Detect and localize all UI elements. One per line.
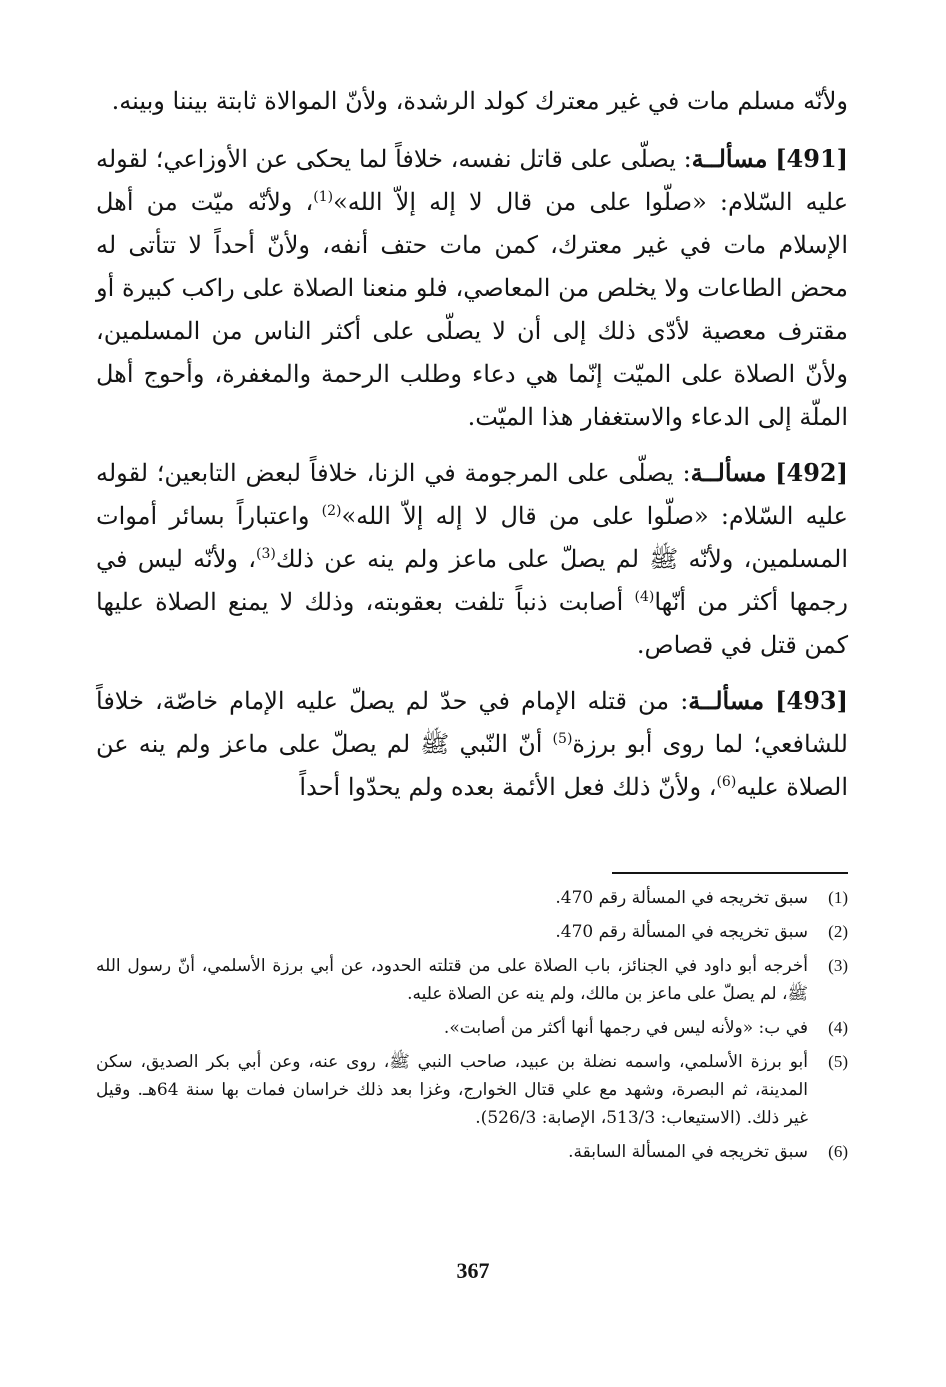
footnote-item [96,884,848,912]
footnote-item [96,952,848,1008]
footnote-text: أبو برزة الأسلمي، واسمه نضلة بن عبيد، صاحب النبي ﷺ، روى عنه، وعن أبي بكر الصديق، سكن المدينة، ثم البصرة، وشهد مع علي قتال الخوارج، وغزا بعد ذلك خراسان فمات بها سنة 64هـ. وقيل غير ذلك. (الاستيعاب: 513/3، الإصابة: 526/3). [96,1052,809,1128]
footnote-item [96,1138,848,1166]
intro-paragraph [96,80,848,123]
masala-text: أصابت ذنباً تلفت بعقوبته، وذلك لا يمنع الصلاة عليها كمن قتل في قصاص. [96,588,848,659]
intro-text: ولأنّه مسلم مات في غير معترك كولد الرشدة، ولأنّ الموالاة ثابتة بيننا وبينه. [111,87,848,115]
masala-text: ، ولأنّه ليس في رجمها أكثر من أنّها [96,545,848,616]
footnote-ref: (4) [634,589,655,605]
footnote-item [96,1048,848,1132]
masala-label: مسألــة [691,144,768,173]
masala-text: ، ولأنّ ذلك فعل الأئمة بعده ولم يحدّوا أحداً [299,773,717,801]
masala-text: : يصلّى على قاتل نفسه، خلافاً لما يحكى عن الأوزاعي؛ لقوله عليه السّلام: «صلّوا على من قال لا إله إلاّ الله» [96,145,849,216]
footnote-ref: (6) [716,774,737,790]
masala-number: [492] [775,458,848,487]
footnote-number: (5) [828,1052,848,1071]
masala-text: ، ولأنّه ميّت من أهل الإسلام مات في غير معترك، كمن مات حتف أنفه، ولأنّ أحداً لا تتأتى له محض الطاعات ولا يخلص من المعاصي، فلو منعنا الصلاة على راكب كبيرة أو مقترف معصية لأدّى ذلك إلى أن لا يصلّى على أكثر الناس من المسلمين، ولأنّ الصلاة على الميّت إنّما هي دعاء وطلب الرحمة والمغفرة، وأحوج أهل الملّة إلى الدعاء والاستغفار هذا الميّت. [96,188,848,431]
masala-491 [96,137,848,439]
masala-label: مسألــة [688,686,765,715]
footnote-ref: (3) [255,546,276,562]
footnotes [96,884,848,1172]
footnote-number: (1) [828,888,848,907]
footnote-number: (6) [828,1142,848,1161]
footnote-ref: (5) [552,731,573,747]
masala-text: : يصلّى على المرجومة في الزنا، خلافاً لبعض التابعين؛ لقوله عليه السّلام: «صلّوا على من قال لا إله إلاّ الله» [96,459,849,530]
footnote-ref: (2) [321,503,342,519]
footnote-ref: (1) [313,189,334,205]
masala-493 [96,679,848,809]
footnote-text: سبق تخريجه في المسألة السابقة. [568,1142,808,1162]
footnote-item [96,918,848,946]
masala-492 [96,451,848,667]
footnote-separator [612,872,848,874]
masala-number: [491] [775,144,849,173]
footnote-number: (4) [828,1018,848,1037]
masala-text: : من قتله الإمام في حدّ لم يصلّ عليه الإمام خاصّة، خلافاً للشافعي؛ لما روى أبو برزة [96,687,848,758]
footnote-item [96,1014,848,1042]
footnote-text: أخرجه أبو داود في الجنائز، باب الصلاة على من قتلته الحدود، عن أبي برزة الأسلمي، أنّ رسول الله ﷺ، لم يصلّ على ماعز بن مالك، ولم ينه عن الصلاة عليه. [96,956,808,1004]
masala-label: مسألــة [690,458,767,487]
masala-number: [493] [775,686,848,715]
masala-text: أنّ النّبي ﷺ لم يصلّ على ماعز ولم ينه عن الصلاة عليه [96,730,848,801]
footnote-number: (2) [828,922,848,941]
masala-text: واعتباراً بسائر أموات المسلمين، ولأنّه ﷺ لم يصلّ على ماعز ولم ينه عن ذلك [96,502,848,573]
main-text [96,80,848,821]
footnote-number: (3) [828,956,848,975]
footnote-text: سبق تخريجه في المسألة رقم 470. [555,922,808,942]
footnote-text: في ب: «ولأنه ليس في رجمها أنها أكثر من أصابت». [443,1018,808,1038]
page-number: 367 [456,1258,490,1283]
footnote-text: سبق تخريجه في المسألة رقم 470. [555,888,808,908]
